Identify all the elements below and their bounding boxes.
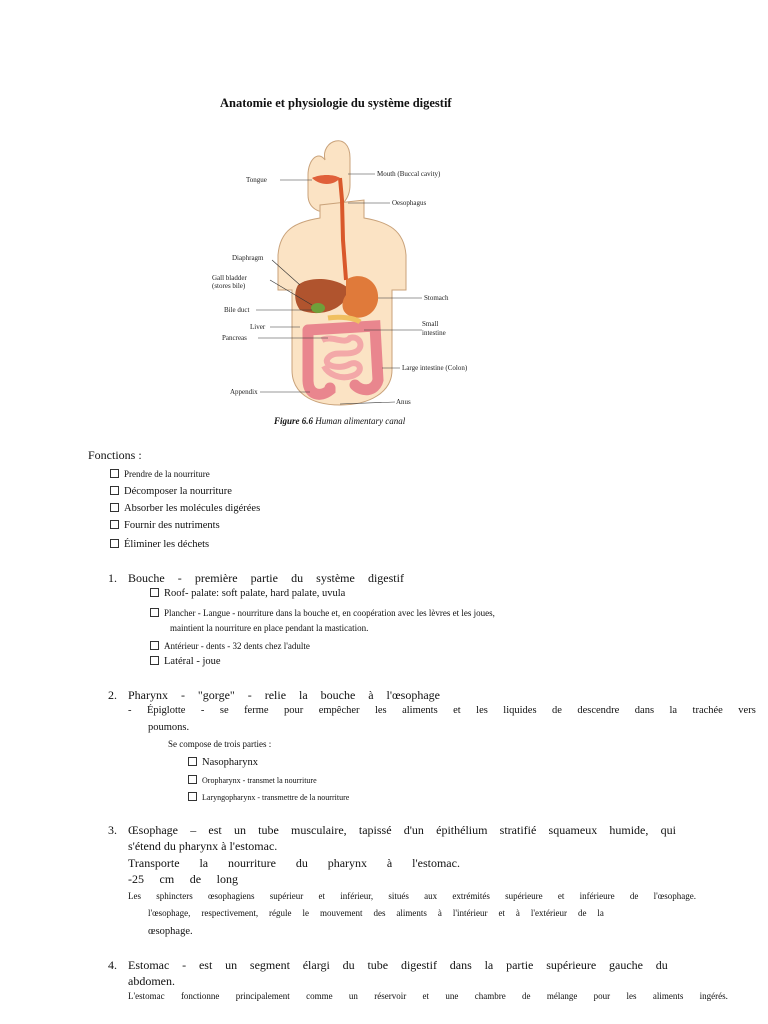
word: aliments — [396, 908, 427, 918]
section-2-part — [188, 792, 349, 802]
label-appendix: Appendix — [230, 388, 258, 396]
section-3-length — [128, 872, 238, 887]
section-1-roof — [150, 588, 345, 599]
word: fonctionne — [180, 991, 220, 1001]
word: la — [199, 856, 209, 870]
word: stratifié — [499, 823, 537, 837]
fonction-text: Prendre de la nourriture — [124, 469, 210, 479]
section-4-line-2: abdomen. — [128, 974, 175, 988]
page-title: Anatomie et physiologie du système digestif — [220, 96, 452, 110]
word: Œsophage — [128, 823, 178, 837]
section-2-part — [188, 775, 317, 785]
word: la — [669, 705, 678, 716]
label-pancreas: Pancreas — [222, 334, 247, 342]
section-3-line-2: s'étend du pharynx à l'estomac. — [128, 839, 278, 853]
word: à — [515, 908, 520, 918]
section-4-line-3 — [128, 991, 728, 1001]
fonction-text: Décomposer la nourriture — [124, 486, 232, 497]
word: Les — [128, 891, 141, 901]
word: empêcher — [318, 705, 360, 716]
word: l'œsophage — [386, 688, 440, 702]
word: du — [342, 958, 355, 972]
word: -25 — [128, 872, 144, 886]
word: musculaire, — [291, 823, 347, 837]
bullet-box-icon — [110, 539, 119, 548]
section-2-epiglotte — [128, 705, 756, 716]
word: - — [128, 705, 132, 716]
word: et — [557, 891, 565, 901]
word: aux — [424, 891, 438, 901]
word: respectivement, — [201, 908, 259, 918]
word: supérieur — [269, 891, 304, 901]
lateral-text: Latéral - joue — [164, 656, 221, 667]
word: et — [498, 908, 505, 918]
word: du — [291, 571, 304, 585]
word: chambre — [474, 991, 506, 1001]
bullet-box-icon — [150, 656, 159, 665]
figure-caption — [274, 416, 405, 426]
word: vers — [738, 705, 756, 716]
label-intestine: intestine — [422, 329, 446, 337]
word: et — [422, 991, 430, 1001]
label-diaphragm: Diaphragm — [232, 254, 264, 262]
word: régule — [269, 908, 292, 918]
word: liquides — [503, 705, 537, 716]
word: à — [437, 908, 442, 918]
section-2-heading — [128, 688, 440, 703]
word: humide, — [609, 823, 649, 837]
word: partie — [250, 571, 278, 585]
section-1-number: 1. — [108, 571, 117, 585]
bullet-box-icon — [110, 520, 119, 529]
part-text: Oropharynx - transmet la nourriture — [202, 776, 317, 785]
word: - — [247, 688, 252, 702]
label-stomach: Stomach — [424, 294, 449, 302]
roof-text: Roof- palate: soft palate, hard palate, uvula — [164, 588, 346, 599]
section-1-lateral — [150, 656, 221, 667]
section-1-heading — [128, 571, 404, 586]
word: le — [302, 908, 310, 918]
word: descendre — [577, 705, 620, 716]
anterieur-text: Antérieur - dents - 32 dents chez l'adulte — [164, 641, 310, 651]
bullet-box-icon — [110, 469, 119, 478]
section-3-transporte — [128, 856, 460, 871]
word: l'intérieur — [452, 908, 488, 918]
word: d'un — [403, 823, 424, 837]
section-1-plancher — [150, 608, 495, 618]
fonction-text: Éliminer les déchets — [124, 539, 210, 550]
word: Estomac — [128, 958, 170, 972]
section-3-sphincters-1 — [128, 891, 696, 901]
word: l'extérieur — [530, 908, 567, 918]
part-text: Nasopharynx — [202, 757, 258, 768]
word: la — [484, 958, 494, 972]
word: de — [629, 891, 639, 901]
word: - — [200, 705, 205, 716]
fonction-text: Fournir des nutriments — [124, 520, 220, 531]
word: des — [373, 908, 386, 918]
section-3-line-1 — [128, 823, 676, 838]
word: gauche — [609, 958, 643, 972]
word: Épiglotte — [146, 705, 186, 716]
word: L'estomac — [128, 991, 165, 1001]
word: partie — [506, 958, 534, 972]
word: une — [445, 991, 459, 1001]
section-2-poumons: poumons. — [148, 722, 190, 733]
word: supérieure — [546, 958, 597, 972]
word: "gorge" — [197, 688, 235, 702]
word: de — [522, 991, 531, 1001]
word: de — [577, 908, 587, 918]
word: qui — [660, 823, 676, 837]
word: du — [655, 958, 668, 972]
word: inférieur, — [340, 891, 374, 901]
word: l'œsophage, — [148, 908, 191, 918]
fonction-item — [110, 520, 220, 531]
word: pharynx — [327, 856, 368, 870]
bullet-box-icon — [110, 486, 119, 495]
word: comme — [306, 991, 333, 1001]
word: l'estomac. — [412, 856, 460, 870]
section-4-number: 4. — [108, 958, 117, 972]
label-large-intestine: Large intestine (Colon) — [402, 364, 468, 372]
word: dans — [634, 705, 655, 716]
word: mélange — [546, 991, 578, 1001]
fonction-item — [110, 503, 260, 514]
word: - — [177, 571, 182, 585]
fonction-item — [110, 469, 210, 479]
word: est — [198, 958, 213, 972]
section-3-sphincters-2 — [148, 908, 604, 918]
word: inférieure — [579, 891, 615, 901]
section-2-compose: Se compose de trois parties : — [168, 739, 272, 749]
word: sphincters — [156, 891, 193, 901]
word: pour — [593, 991, 611, 1001]
word: est — [208, 823, 222, 837]
word: à — [368, 688, 374, 702]
word: extrémités — [452, 891, 490, 901]
word: Transporte — [128, 856, 180, 870]
bullet-box-icon — [110, 503, 119, 512]
bullet-box-icon — [188, 757, 197, 766]
word: les — [626, 991, 637, 1001]
word: un — [225, 958, 238, 972]
word: à — [386, 856, 393, 870]
section-2-part — [188, 757, 258, 768]
word: élargi — [302, 958, 330, 972]
section-2-number: 2. — [108, 688, 117, 702]
word: se — [219, 705, 229, 716]
word: - — [182, 958, 187, 972]
word: aliments — [652, 991, 684, 1001]
word: - — [180, 688, 185, 702]
word: digestif — [400, 958, 437, 972]
word: situés — [388, 891, 409, 901]
word: épithélium — [436, 823, 488, 837]
word: bouche — [320, 688, 356, 702]
bullet-box-icon — [188, 775, 197, 784]
word: Pharynx — [128, 688, 168, 702]
word: un — [233, 823, 246, 837]
label-stores-bile: (stores bile) — [212, 282, 246, 290]
section-1-plancher-cont: maintient la nourriture en place pendant la mastication. — [170, 623, 369, 633]
section-1-anterieur — [150, 641, 310, 651]
word: segment — [249, 958, 290, 972]
word: squameux — [548, 823, 598, 837]
section-4-line-1 — [128, 958, 668, 973]
word: dans — [449, 958, 472, 972]
word: et — [453, 705, 461, 716]
section-3-number: 3. — [108, 823, 117, 837]
word: un — [348, 991, 358, 1001]
word: Bouche — [128, 571, 165, 585]
word: tube — [367, 958, 389, 972]
word: du — [295, 856, 308, 870]
bullet-box-icon — [150, 588, 159, 597]
word: les — [476, 705, 488, 716]
word: ingérés. — [699, 991, 728, 1001]
word: principalement — [235, 991, 290, 1001]
word: œsophagiens — [208, 891, 255, 901]
word: tube — [258, 823, 279, 837]
label-tongue: Tongue — [246, 176, 267, 184]
label-anus: Anus — [396, 398, 411, 406]
part-text: Laryngopharynx - transmettre de la nourriture — [202, 793, 350, 802]
word: trachée — [692, 705, 723, 716]
fonction-text: Absorber les molécules digérées — [124, 503, 261, 514]
word: et — [318, 891, 325, 901]
word: pour — [284, 705, 304, 716]
figure-caption-number: Figure 6.6 — [274, 416, 314, 426]
fonction-item — [110, 539, 209, 550]
word: première — [194, 571, 238, 585]
word: l'œsophage. — [653, 891, 696, 901]
label-small: Small — [422, 320, 439, 328]
figure-caption-text: Human alimentary canal — [313, 416, 406, 426]
word: réservoir — [374, 991, 407, 1001]
label-oesophagus: Oesophagus — [392, 199, 427, 207]
word: tapissé — [358, 823, 392, 837]
word: mouvement — [319, 908, 363, 918]
word: la — [597, 908, 604, 918]
bullet-box-icon — [188, 792, 197, 801]
word: nourriture — [227, 856, 276, 870]
section-3-sphincters-3: œsophage. — [148, 926, 193, 937]
plancher-text: Plancher - Langue - nourriture dans la bouche et, en coopération avec les lèvres et les joues, — [164, 608, 495, 618]
word: ferme — [244, 705, 269, 716]
word: digestif — [367, 571, 404, 585]
fonctions-heading: Fonctions : — [88, 448, 142, 462]
fonction-item — [110, 486, 232, 497]
word: de — [551, 705, 562, 716]
digestive-system-figure — [200, 130, 500, 430]
word: aliments — [402, 705, 438, 716]
word: long — [216, 872, 238, 886]
word: cm — [159, 872, 175, 886]
label-bile-duct: Bile duct — [224, 306, 250, 314]
word: relie — [264, 688, 287, 702]
label-liver: Liver — [250, 323, 266, 331]
word: – — [190, 823, 197, 837]
label-gall-bladder: Gall bladder — [212, 274, 247, 282]
bullet-box-icon — [150, 608, 159, 617]
bullet-box-icon — [150, 641, 159, 650]
word: système — [316, 571, 355, 585]
label-mouth: Mouth (Buccal cavity) — [377, 170, 441, 178]
word: de — [189, 872, 202, 886]
word: les — [374, 705, 387, 716]
word: supérieure — [505, 891, 543, 901]
word: la — [299, 688, 308, 702]
